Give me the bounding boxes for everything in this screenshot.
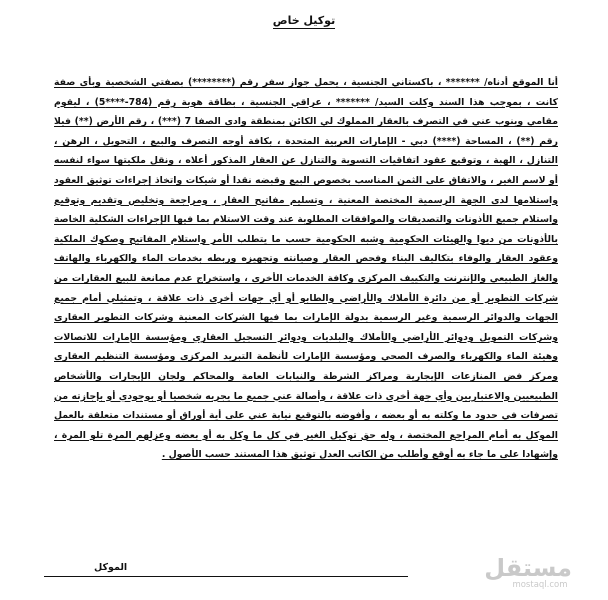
signature-line xyxy=(44,562,408,577)
mostaql-watermark-text: mostaql.com xyxy=(512,580,568,590)
mostaql-logo-icon: مستقل xyxy=(484,554,572,582)
signature-label: الموكل xyxy=(94,562,128,573)
document-title-text: توكيل خاص xyxy=(272,14,336,27)
document-body xyxy=(54,73,558,465)
body-paragraph-text: أنا الموقع أدناه/ ******* ، باكستاني الجنسية ، يحمل جواز سفر رقم (********) بصفتي الشخصية وبأي صفة كانت ، بموجب هذا السند وكلت السيد/ ******* ، عراقي الجنسية ، بطاقة هوية رقم (784-****5) ، ليقوم مقامي وينوب عني في التصرف بالعقار المملوك لي الكائن بمنطقة وادي الصفا 7 (***) ، رقم الأرض (**) فيلا رقم (**) ، المساحة (****) دبي - الإمارات العربية المتحدة ، بكافة أوجه التصرف والبيع ، التحويل ، الرهن ، التنازل ، الهبة ، وتوقيع عقود اتفاقيات التسوية والتنازل عن العقار المذكور أعلاه ، ونقل ملكيتها سواء لنفسه أو لاسم الغير ، والاتفاق على الثمن المناسب بخصوص البيع وقبضه نقدا أو شيكات واتخاذ إجراءات توثيق العقود واستلامها لدى الجهة الرسمية المختصة المعنية ، وتسليم مفاتيح العقار ، ومراجعة وتخليص وتقديم وتوقيع واستلام جميع الأذونات والتصديقات والموافقات المطلوبة عند وقت الاستلام بما فيها الإجراءات الشكلية الخاصة بالأذونات من ديوا والهيئات الحكومية وشبه الحكومية حسب ما يتطلب الأمر واستلام المفاتيح وصكوك الملكية وعقود العقار والوفاء بتكاليف البناء وفحص العقار وصيانته وتجهيزه وربطه بخدمات الماء والكهرباء والهاتف والغاز الطبيعي والإنترنت والتكييف المركزي وكافة الخدمات الأخرى ، واستخراج عدم ممانعة للبيع العقارات من شركات التطوير أو من دائرة الأملاك والأراضي والطابو أو أي جهات أخرى ذات علاقة ، وتمثيلي أمام جميع الجهات والدوائر الرسمية وغير الرسمية بدولة الإمارات بما فيها الشركات المعنية وشركات التطوير العقاري وشركات التمويل ودوائر الأراضي والأملاك والبلديات ودوائر التسجيل العقاري ومؤسسة الإمارات للاتصالات وهيئة الماء والكهرباء والصرف الصحي ومؤسسة الإمارات لأنظمة التبريد المركزي ومؤسسة التنظيم العقاري ومركز فض المنازعات الإيجارية ومراكز الشرطة والنيابات العامة والمحاكم ولجان الإيجارات والأشخاص الطبيعيين والاعتباريين وأي جهة أخرى ذات علاقة ، وأصالة عني جميع ما يجريه شخصيا أو بوجودي أو بإجازته من تصرفات في حدود ما وكلته به أو بعضه ، وأفوضه بالتوقيع نيابة عني على أية أوراق أو مستندات متعلقة بالعمل الموكل به أمام المراجع المختصة ، وله حق توكيل الغير في كل ما وكل به أو بعضه وعزلهم المرة تلو المرة ، وإشهادا على ما جاء به أوقع وأطلب من الكاتب العدل توثيق هذا المستند حسب الأصول . xyxy=(54,77,559,461)
body-paragraph xyxy=(54,73,558,465)
document-title xyxy=(0,14,608,27)
mostaql-watermark xyxy=(484,554,572,590)
